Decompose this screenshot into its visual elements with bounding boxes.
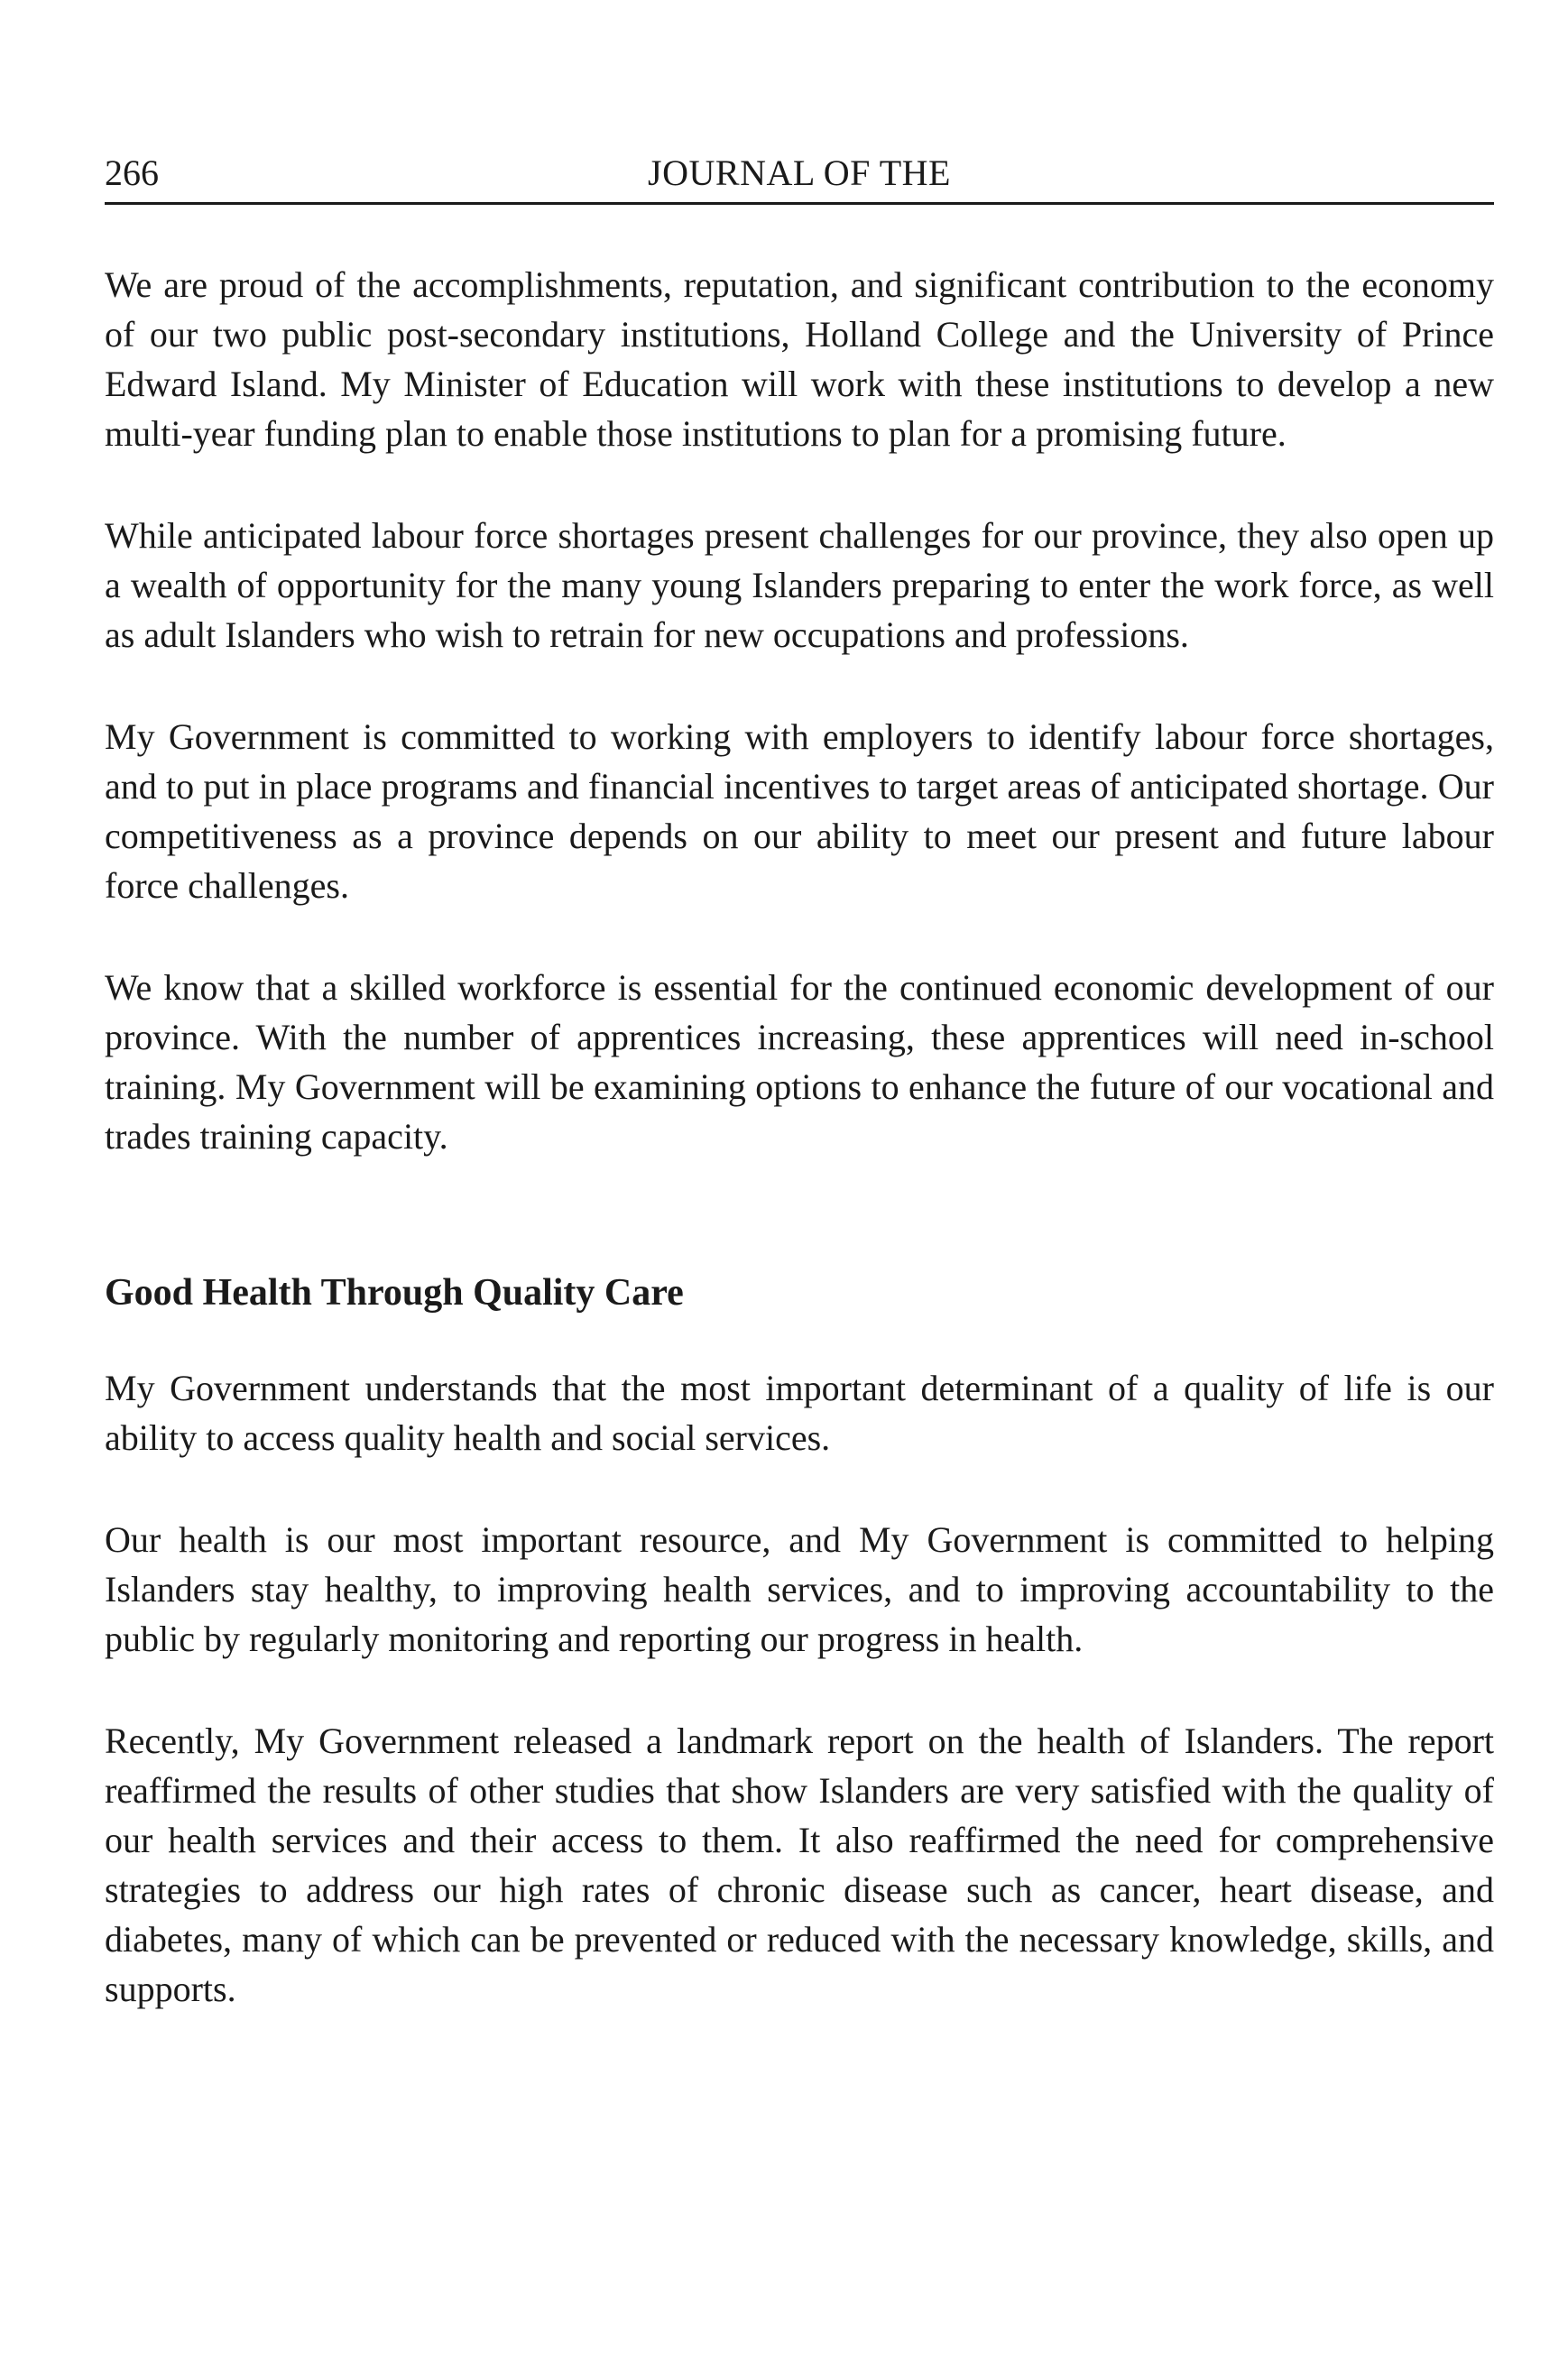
paragraph-health-resource: Our health is our most important resource, and My Government is committed to helping Islanders stay healthy, to improving health services, and to improving accountability to the public by regularly monitoring and reporting our progress in health. [105,1519,1494,1659]
paragraph-quality-of-life: My Government understands that the most important determinant of a quality of life is our ability to access quality health and social services. [105,1368,1494,1458]
running-head: JOURNAL OF THE [648,152,951,193]
paragraph-labour-opportunity: While anticipated labour force shortages present challenges for our province, they also open up a wealth of opportunity for the many young Islanders preparing to enter the work force, as well as adult Islanders who wish to retrain for new occupations and professions. [105,515,1494,655]
body-text [105,260,1494,2066]
page-header [105,152,1494,205]
page-number: 266 [105,152,159,193]
paragraph-skilled-workforce: We know that a skilled workforce is essential for the continued economic development of our province. With the number of apprentices increasing, these apprentices will need in-school training. My Government will be examining options to enhance the future of our vocational and trades training capacity. [105,967,1494,1157]
paragraph-labour-shortages: My Government is committed to working with employers to identify labour force shortages, and to put in place programs and financial incentives to target areas of anticipated shortage. Our competitiveness as a province depends on our ability to meet our present and future labour force challenges. [105,716,1494,906]
paragraph-landmark-report: Recently, My Government released a landmark report on the health of Islanders. The report reaffirmed the results of other studies that show Islanders are very satisfied with the quality of our health services and their access to them. It also reaffirmed the need for comprehensive strategies to address our high rates of chronic disease such as cancer, heart disease, and diabetes, many of which can be prevented or reduced with the necessary knowledge, skills, and supports. [105,1720,1494,2009]
section-heading: Good Health Through Quality Care [105,1272,684,1314]
paragraph-post-secondary: We are proud of the accomplishments, reputation, and significant contribution to the economy of our two public post-secondary institutions, Holland College and the University of Prince Edward Island. My Minister of Education will work with these institutions to develop a new multi-year funding plan to enable those institutions to plan for a promising future. [105,264,1494,454]
